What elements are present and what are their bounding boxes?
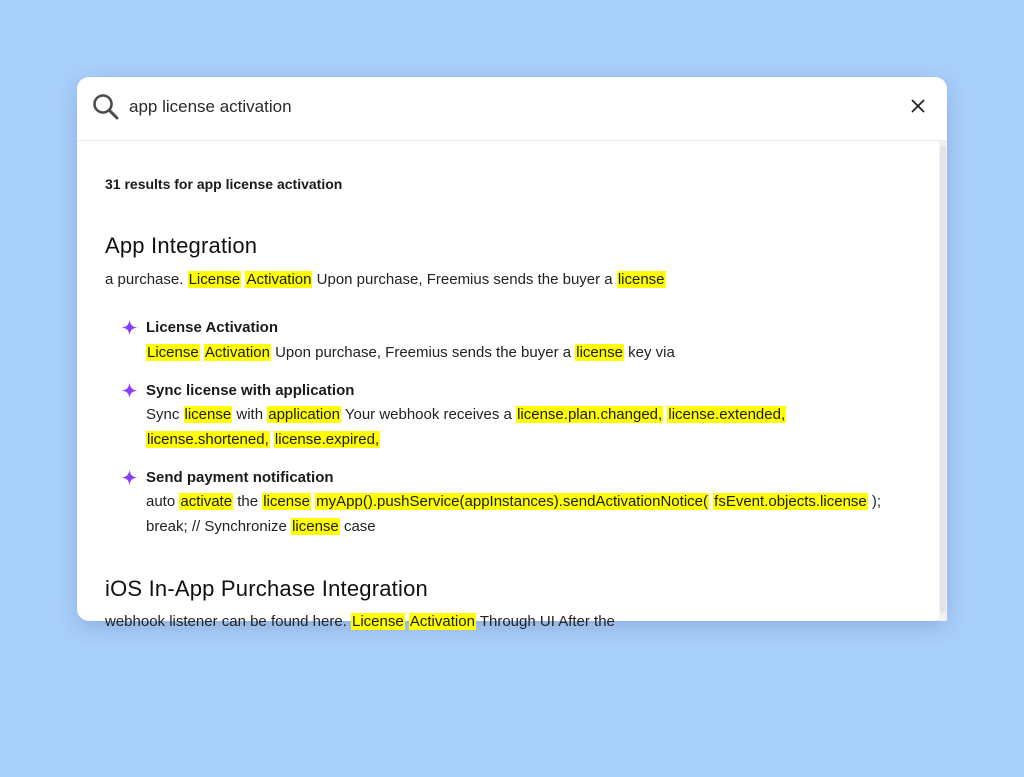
sub-result-snippet [146, 343, 675, 363]
search-modal [77, 77, 947, 630]
snippet-text: with [232, 406, 268, 423]
scrollbar[interactable] [939, 141, 947, 621]
result-snippet [105, 612, 615, 632]
result-snippet [105, 270, 666, 290]
snippet-text: Your webhook receives a [340, 406, 517, 423]
highlighted-term: activate [180, 493, 233, 510]
sub-result-snippet [146, 492, 881, 512]
sparkle-icon [121, 469, 138, 486]
sub-result-title[interactable]: Send payment notification [146, 469, 334, 486]
snippet-text: a purchase. [105, 271, 188, 288]
snippet-text: Through UI After the [475, 613, 615, 630]
highlighted-term: license.plan.changed, [517, 406, 663, 423]
highlighted-term: license.expired, [274, 431, 380, 448]
result-title[interactable]: App Integration [105, 233, 258, 258]
snippet-text: auto [146, 493, 180, 510]
snippet-text: break; // Synchronize [146, 518, 292, 535]
highlighted-term: license [576, 344, 623, 361]
highlighted-term: License [147, 344, 199, 361]
snippet-text: case [339, 518, 376, 535]
highlighted-term: license.shortened, [147, 431, 269, 448]
highlighted-term: myApp().pushService(appInstances).sendActivationNotice( [316, 493, 708, 510]
results-count [105, 176, 342, 192]
snippet-text: Upon purchase, Freemius sends the buyer a [270, 344, 576, 361]
sparkle-icon [121, 382, 138, 399]
highlighted-term: license [617, 271, 665, 288]
highlighted-term: license.extended, [668, 406, 786, 423]
highlighted-term: Activation [409, 613, 475, 630]
sparkle-icon [121, 319, 138, 336]
highlighted-term: application [268, 406, 340, 423]
highlighted-term: License [352, 613, 404, 630]
scrollbar-thumb[interactable] [940, 145, 946, 613]
results-count-number: 31 [105, 176, 121, 192]
highlighted-term: Activation [204, 344, 270, 361]
snippet-text: webhook listener can be found here. [105, 613, 351, 630]
snippet-text: key via [623, 344, 675, 361]
highlighted-term: fsEvent.objects.license [714, 493, 867, 510]
highlighted-term: license [263, 493, 310, 510]
results-count-query: app license activation [196, 176, 343, 192]
snippet-text: Sync [146, 406, 184, 423]
highlighted-term: Activation [246, 271, 312, 288]
snippet-text: Upon purchase, Freemius sends the buyer a [312, 271, 617, 288]
snippet-text: ); [867, 493, 882, 510]
sub-result-snippet [146, 405, 786, 425]
result-title[interactable]: iOS In-App Purchase Integration [105, 576, 428, 601]
results-count-text: results for [124, 176, 193, 192]
sub-result-title[interactable]: Sync license with application [146, 382, 355, 399]
sub-result-title[interactable]: License Activation [146, 319, 278, 336]
results-panel [77, 141, 939, 630]
highlighted-term: License [188, 271, 241, 288]
highlighted-term: license [292, 518, 339, 535]
sub-result-snippet [146, 430, 380, 450]
sub-result-snippet [146, 517, 376, 537]
highlighted-term: license [184, 406, 232, 423]
snippet-text: the [233, 493, 263, 510]
